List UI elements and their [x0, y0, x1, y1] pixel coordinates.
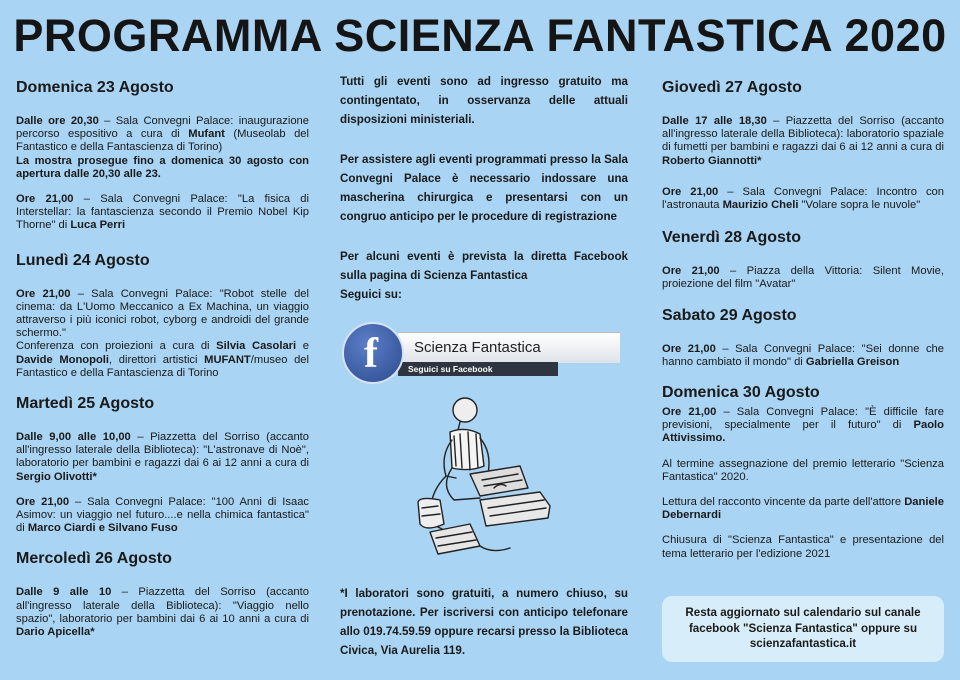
event-paragraph: Dalle 17 alle 18,30 – Piazzetta del Sorriso (accanto all'ingresso laterale della Biblioteca): laboratorio spaziale di fumetti per bambini e ragazzi dai 6 ai 12 anni a cura di Roberto Giannotti* — [662, 115, 944, 167]
facebook-letter: f — [364, 331, 378, 377]
facebook-banner-band — [398, 332, 620, 363]
day-heading: Giovedì 27 Agosto — [662, 79, 802, 96]
info-paragraph: Per alcuni eventi è prevista la diretta Facebook sulla pagina di Scienza Fantastica — [340, 250, 628, 282]
stay-updated-text: Resta aggiornato sul calendario sul canale facebook "Scienza Fantastica" oppure su scienzafantastica.it — [685, 606, 921, 650]
day-heading: Domenica 30 Agosto — [662, 384, 820, 402]
column-right — [662, 78, 944, 573]
facebook-banner[interactable] — [342, 322, 627, 384]
event-paragraph: Ore 21,00 – Sala Convegni Palace: Incontro con l'astronauta Maurizio Cheli "Volare sopra le nuvole" — [662, 185, 945, 212]
event-paragraph: Dalle 9 alle 10 – Piazzetta del Sorriso (accanto all'ingresso laterale della Biblioteca): "Viaggio nello spazio", laboratorio per bambini dai 6 ai 10 anni a cura di Dario Apicella* — [16, 586, 309, 639]
event-paragraph: Lettura del racconto vincente da parte dell'attore Daniele Debernardi — [662, 496, 944, 522]
facebook-icon — [342, 322, 404, 384]
day-heading: Venerdì 28 Agosto — [662, 229, 801, 247]
event-paragraph: Ore 21,00 – Piazza della Vittoria: Silent Movie, proiezione del film "Avatar" — [662, 265, 944, 291]
event-paragraph: Al termine assegnazione del premio letterario "Scienza Fantastica" 2020. — [662, 457, 944, 483]
day-heading: Domenica 23 Agosto — [16, 79, 174, 96]
exhibition-note: La mostra prosegue fino a domenica 30 agosto con apertura dalle 20,30 alle 23. — [16, 154, 309, 180]
event-paragraph: Dalle 9,00 alle 10,00 – Piazzetta del Sorriso (accanto all'ingresso laterale della Biblioteca): "L'astronave di Noè", laboratorio per bambini e ragazzi dai 6 ai 12 anni a cura di Sergio Olivotti* — [16, 431, 310, 483]
facebook-page-name: Scienza Fantastica — [414, 339, 541, 356]
event-paragraph: Ore 21,00 – Sala Convegni Palace: "Robot stelle del cinema: da L'Uomo Meccanico a Ex Machina, un viaggio attraverso i più iconici robot, cyborg e androidi del grande schermo." — [16, 287, 309, 340]
event-paragraph: Chiusura di "Scienza Fantastica" e presentazione del tema letterario per l'edizione 2021 — [662, 534, 944, 560]
event-paragraph: Ore 21,00 – Sala Convegni Palace: "La fisica di Interstellar: la fantascienza secondo il Premio Nobel Kip Thorne" di Luca Perri — [16, 193, 309, 232]
event-paragraph: Dalle ore 20,30 – Sala Convegni Palace: inaugurazione percorso espositivo a cura di Mufant (Museolab del Fantastico e della Fantascienza di Torino) La mostra prosegue fino a domenica 30 agosto con apertura dalle 20,30 alle 23. — [16, 115, 309, 180]
info-paragraph: Tutti gli eventi sono ad ingresso gratuito ma contingentato, in osservanza delle attuali disposizioni ministeriali. — [340, 75, 628, 126]
column-center — [340, 72, 628, 304]
follow-us-label: Seguici su: — [340, 288, 402, 301]
event-paragraph: Ore 21,00 – Sala Convegni Palace: "È difficile fare previsioni, specialmente per il futuro" di Paolo Attivissimo. — [662, 406, 944, 445]
column-left — [16, 78, 309, 651]
stay-updated-box — [662, 596, 944, 662]
day-heading: Martedì 25 Agosto — [16, 395, 155, 413]
day-heading: Lunedì 24 Agosto — [16, 251, 150, 269]
facebook-follow-label: Seguici su Facebook — [398, 362, 558, 376]
workshop-note: *I laboratori sono gratuiti, a numero chiuso, su prenotazione. Per iscriversi con anticipo telefonare allo 019.74.59.59 oppure recarsi presso la Biblioteca Civica, Via Aurelia 119. — [340, 587, 628, 657]
event-paragraph: Ore 21,00 – Sala Convegni Palace: "100 Anni di Isaac Asimov: un viaggio nel futuro....e nella chimica fantastica" di Marco Ciardi e Silvano Fuso — [16, 495, 310, 535]
event-paragraph: Conferenza con proiezioni a cura di Silvia Casolari e Davide Monopoli, direttori artistici MUFANT/museo del Fantastico e della Fantascienza di Torino — [16, 340, 310, 379]
event-paragraph: Ore 21,00 – Sala Convegni Palace: "Sei donne che hanno cambiato il mondo" di Gabriella Greison — [662, 342, 944, 368]
page-title: PROGRAMMA SCIENZA FANTASTICA 2020 — [13, 10, 947, 61]
day-heading: Sabato 29 Agosto — [662, 306, 797, 324]
astronaut-drawing-illustration — [410, 396, 560, 561]
info-paragraph: Per assistere agli eventi programmati presso la Sala Convegni Palace è necessario indossare una mascherina chirurgica e presentarsi con un congruo anticipo per le procedure di registrazione — [340, 153, 628, 223]
day-heading: Mercoledì 26 Agosto — [16, 550, 172, 568]
